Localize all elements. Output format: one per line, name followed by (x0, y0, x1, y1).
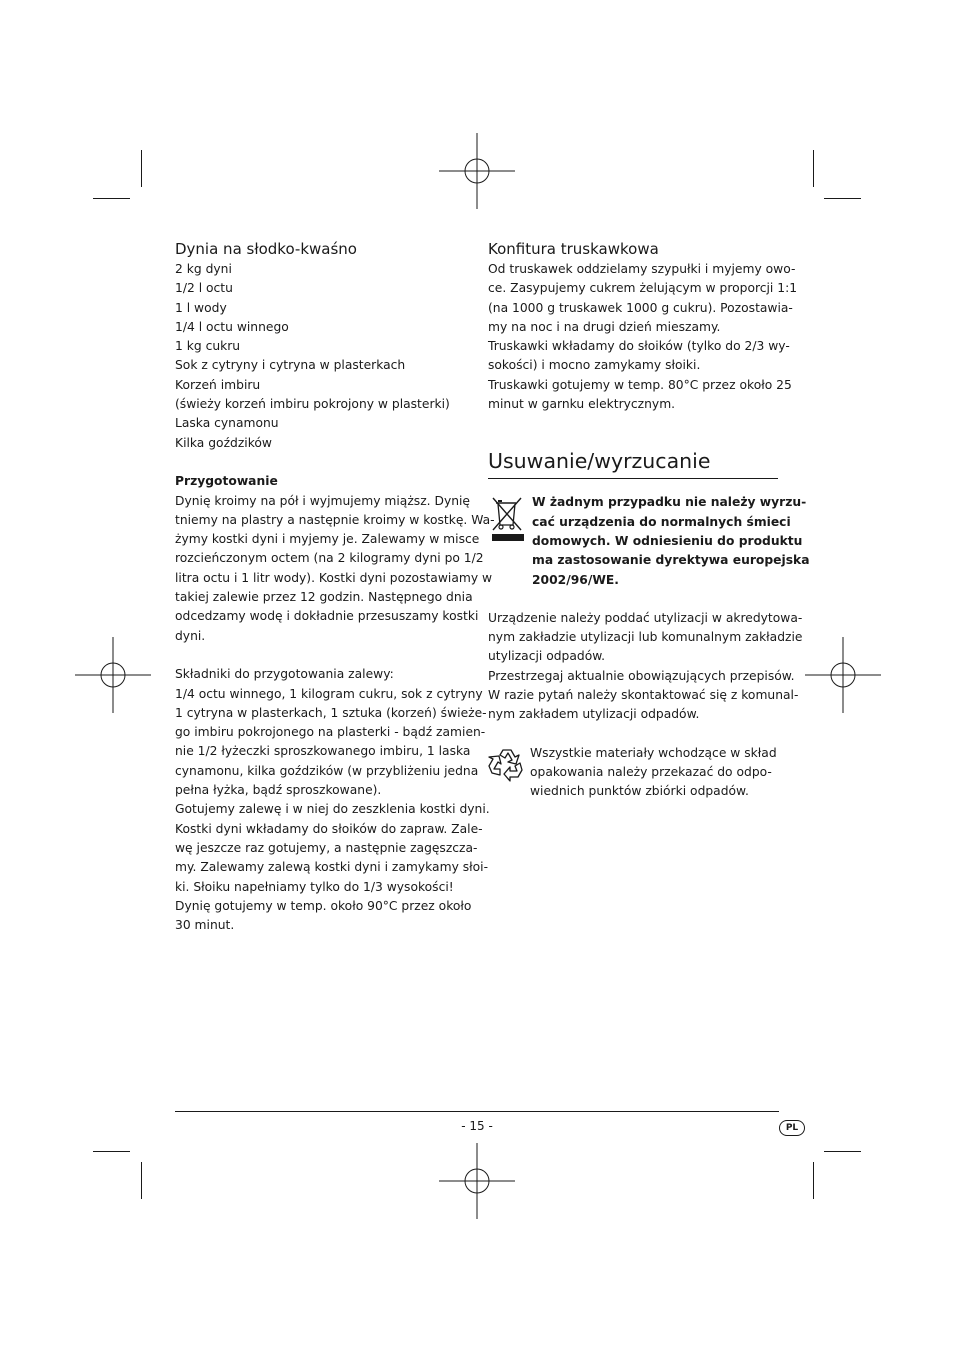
ingredient-item: 1/4 l octu winnego (175, 319, 289, 334)
brine-paragraph (175, 665, 490, 935)
notice-line: domowych. W odniesieniu do produktu (532, 533, 803, 548)
ingredient-item: Kilka goździków (175, 435, 272, 450)
ingredient-item: 1 kg cukru (175, 339, 241, 354)
text-line: my. Zalewamy zalewą kostki dyni i zamykamy słoi- (175, 860, 489, 875)
text-line: takiej zalewie przez 12 godzin. Następnego dnia (175, 590, 473, 605)
language-badge: PL (779, 1120, 805, 1136)
text-line: W razie pytań należy skontaktować się z komunal- (488, 688, 799, 703)
text-line: ce. Zasypujemy cukrem żelującym w proporcji 1:1 (488, 281, 798, 296)
weee-notice (488, 493, 810, 589)
text-line: Gotujemy zalewę i w niej do zeszklenia kostki dyni. (175, 802, 490, 817)
packaging-recycling-note (488, 744, 780, 802)
text-line: żymy kostki dyni i myjemy je. Zalewamy w misce (175, 532, 480, 547)
text-line: Urządzenie należy poddać utylizacji w akredytowa- (488, 610, 803, 625)
text-line: 30 minut. (175, 918, 235, 933)
recipe-heading-pumpkin: Dynia na słodko-kwaśno (175, 240, 357, 258)
registration-mark-icon (439, 133, 515, 209)
text-line: sokości) i mocno zamykamy słoiki. (488, 358, 701, 373)
disposal-paragraph (488, 609, 803, 725)
page-number: - 15 - (461, 1119, 493, 1133)
text-line: (na 1000 g truskawek 1000 g cukru). Pozostawia- (488, 300, 793, 315)
crop-mark (141, 150, 142, 187)
left-column (175, 239, 495, 935)
text-line: opakowania należy przekazać do odpo- (530, 764, 772, 779)
text-line: 1/4 octu winnego, 1 kilogram cukru, sok z cytryny (175, 686, 483, 701)
crop-mark (93, 1151, 130, 1152)
ingredient-item: Korzeń imbiru (175, 377, 261, 392)
crop-mark (824, 198, 861, 199)
ingredient-list (175, 260, 467, 453)
text-line: rozcieńczonym octem (na 2 kilogramy dyni po 1/2 (175, 551, 484, 566)
text-line: Dynię kroimy na pół i wyjmujemy miąższ. Dynię (175, 493, 470, 508)
text-line: utylizacji odpadów. (488, 649, 606, 664)
ingredient-item: (świeży korzeń imbiru pokrojony w plasterki) (175, 397, 450, 412)
text-line: Truskawki gotujemy w temp. 80°C przez około 25 (488, 377, 792, 392)
text-line: pełna łyżka, bądź sproszkowane). (175, 783, 382, 798)
crop-mark (141, 1162, 142, 1199)
registration-mark-icon (805, 637, 881, 713)
jam-paragraph (488, 260, 798, 414)
crop-mark (824, 1151, 861, 1152)
text-line: Od truskawek oddzielamy szypułki i myjemy owo- (488, 262, 796, 276)
crop-mark (813, 1162, 814, 1199)
text-line: tniemy na plastry a następnie kroimy w kostkę. Wa- (175, 512, 495, 527)
text-line: Składniki do przygotowania zalewy: (175, 667, 394, 682)
registration-mark-icon (75, 637, 151, 713)
notice-line: 2002/96/WE. (532, 572, 619, 587)
ingredient-item: 1/2 l octu (175, 281, 233, 296)
recipe-heading-strawberry: Konfitura truskawkowa (488, 240, 659, 258)
text-line: ki. Słoiku napełniamy tylko do 1/3 wysokości! (175, 879, 454, 894)
recycling-symbol-icon (488, 746, 526, 788)
text-line: litra octu i 1 litr wody). Kostki dyni pozostawiamy w (175, 570, 493, 585)
text-line: Wszystkie materiały wchodzące w skład (530, 745, 777, 760)
text-line: minut w garnku elektrycznym. (488, 397, 676, 412)
right-column (488, 239, 810, 802)
notice-line: cać urządzenia do normalnych śmieci (532, 514, 791, 529)
text-line: my na noc i na drugi dzień mieszamy. (488, 319, 721, 334)
text-line: odcedzamy wodę i dokładnie przesuszamy kostki (175, 609, 479, 624)
text-line: 1 cytryna w plasterkach, 1 sztuka (korzeń) świeże- (175, 705, 487, 720)
ingredient-item: Sok z cytryny i cytryna w plasterkach (175, 358, 406, 373)
notice-line: W żadnym przypadku nie należy wyrzu- (532, 495, 807, 510)
crossed-out-wheelie-bin-icon (490, 495, 526, 549)
registration-mark-icon (439, 1143, 515, 1219)
preparation-heading: Przygotowanie (175, 474, 278, 489)
text-line: Truskawki wkładamy do słoików (tylko do 2/3 wy- (488, 339, 790, 354)
text-line: cynamonu, kilka goździków (w przybliżeniu jedna (175, 763, 479, 778)
ingredient-item: 1 l wody (175, 300, 227, 315)
text-line: nie 1/2 łyżeczki sproszkowanego imbiru, 1 laska (175, 744, 471, 759)
text-line: Przestrzegaj aktualnie obowiązujących przepisów. (488, 668, 795, 683)
text-line: wę jeszcze raz gotujemy, a następnie zagęszcza- (175, 840, 478, 855)
text-line: nym zakładem utylizacji odpadów. (488, 707, 700, 722)
preparation-paragraph (175, 492, 495, 646)
ingredient-item: Laska cynamonu (175, 416, 279, 431)
ingredient-item: 2 kg dyni (175, 262, 232, 276)
crop-mark (813, 150, 814, 187)
footer-rule (175, 1111, 779, 1112)
text-line: Kostki dyni wkładamy do słoików do zapraw. Zale- (175, 821, 483, 836)
text-line: dyni. (175, 628, 206, 643)
notice-line: ma zastosowanie dyrektywa europejska (532, 553, 810, 568)
crop-mark (93, 198, 130, 199)
text-line: nym zakładzie utylizacji lub komunalnym zakładzie (488, 630, 803, 645)
text-line: go imbiru pokrojonego na plasterki - bądź zamien- (175, 725, 486, 740)
text-line: Dynię gotujemy w temp. około 90°C przez około (175, 898, 472, 913)
text-line: wiednich punktów zbiórki odpadów. (530, 784, 749, 799)
section-title-disposal: Usuwanie/wyrzucanie (488, 448, 778, 479)
